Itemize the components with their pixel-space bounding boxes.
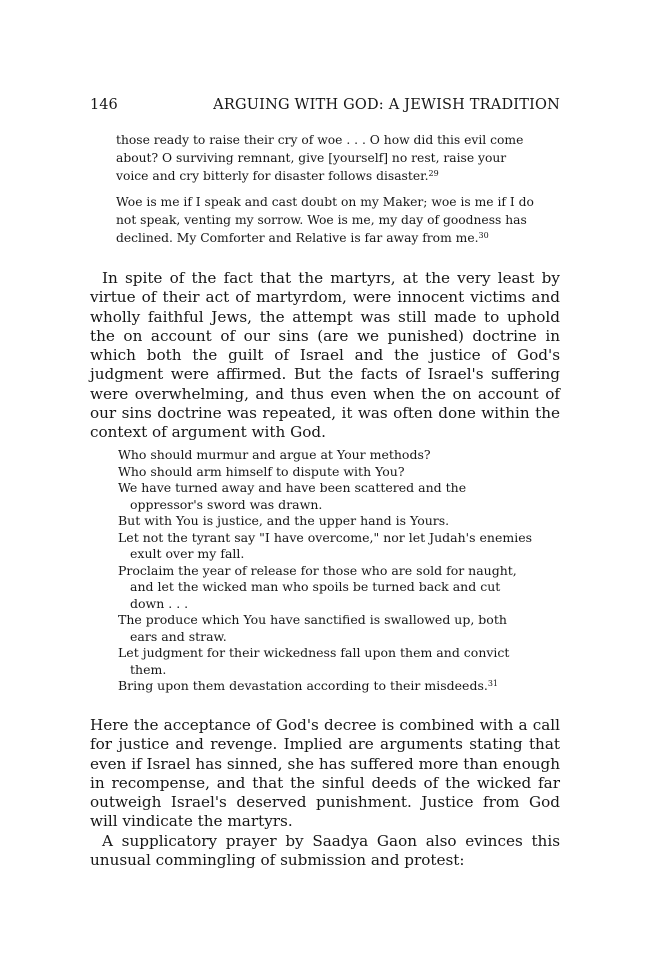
poem-line: Let not the tyrant say "I have overcome," nor let Judah's enemies exult over my fall.: [118, 529, 533, 561]
paragraph-2-text: Here the acceptance of God's decree is combined with a call for justice and revenge. Implied are arguments stating that even if Israel has sinned, she has suffered more than enough in recompense, and that the sinful deeds of the wicked far outweigh Israel's deserved punishment. Justice from God will vindicate the martyrs.: [90, 716, 560, 831]
running-head: ARGUING WITH GOD: A JEWISH TRADITION: [213, 97, 560, 113]
footnote-ref-29: 29: [428, 169, 439, 179]
poem-block: [118, 447, 538, 695]
footnote-ref-31: 31: [487, 679, 499, 688]
body-paragraph-2: [90, 716, 560, 870]
poem-line-last: [118, 678, 538, 695]
block-quote-1: [116, 131, 534, 186]
footnote-ref-30: 30: [478, 231, 489, 241]
paragraph-3-text: A supplicatory prayer by Saadya Gaon also evinces this unusual commingling of submission and protest:: [90, 831, 560, 870]
paragraph-1-text: In spite of the fact that the martyrs, at the very least by virtue of their act of martyrdom, were innocent victims and wholly faithful Jews, the attempt was still made to uphold the on account of our sins (are we punished) doctrine in which both the guilt of Israel and the justice of God's judgment were affirmed. But the facts of Israel's suffering were overwhelming, and thus even when the on account of our sins doctrine was repeated, it was often done within the context of argument with God.: [90, 269, 560, 442]
poem-line: We have turned away and have been scattered and the oppressor's sword was drawn.: [118, 480, 467, 512]
body-paragraph-1: [90, 269, 560, 443]
block-quote-2-text: [116, 193, 534, 248]
poem-line: Who should murmur and argue at Your methods?: [118, 447, 431, 462]
block-quote-2-body: Woe is me if I speak and cast doubt on my Maker; woe is me if I do not speak, venting my sorrow. Woe is me, my day of goodness has declined. My Comforter and Relative is far away from me.: [116, 195, 534, 246]
block-quote-2: [116, 193, 534, 248]
poem-line: Let judgment for their wickedness fall upon them and convict them.: [118, 645, 510, 677]
block-quote-1-body: those ready to raise their cry of woe . . . O how did this evil come about? O surviving remnant, give [yourself] no rest, raise your voice and cry bitterly for disaster follows disaster.: [116, 133, 524, 184]
poem-line: The produce which You have sanctified is swallowed up, both ears and straw.: [118, 612, 507, 644]
page-header: [90, 94, 560, 116]
poem-line: Who should arm himself to dispute with You?: [118, 463, 405, 479]
block-quote-1-text: [116, 131, 534, 186]
poem-line-last-text: Bring upon them devastation according to their misdeeds.: [118, 678, 488, 693]
poem-line: But with You is justice, and the upper hand is Yours.: [118, 513, 450, 528]
page-number: 146: [90, 97, 118, 113]
poem-line: Proclaim the year of release for those who are sold for naught, and let the wicked man who spoils be turned back and cut down . . .: [118, 562, 517, 611]
